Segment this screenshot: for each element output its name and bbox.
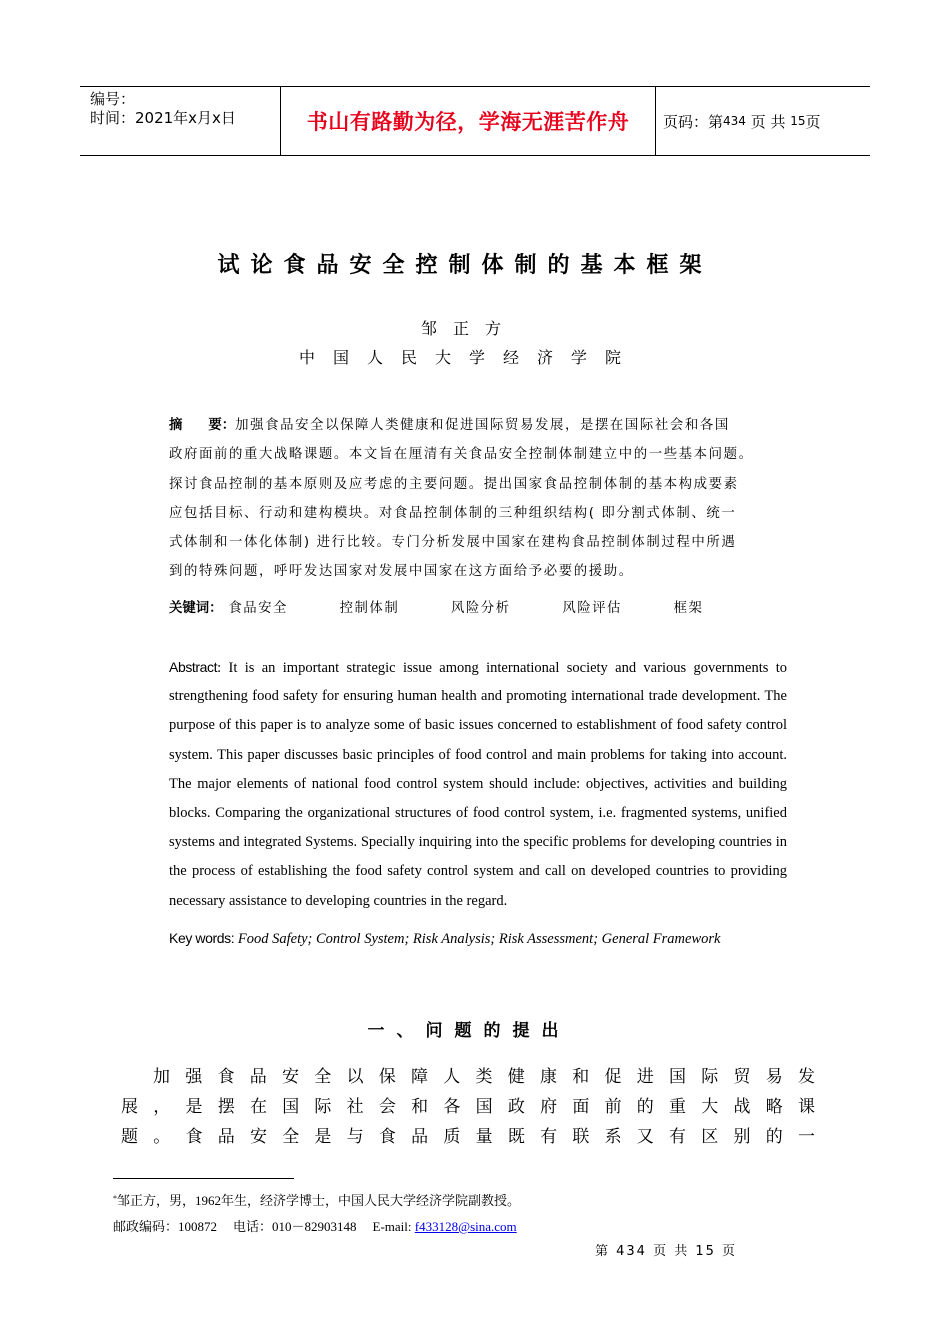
footnote	[113, 1186, 520, 1240]
abstract-en-line: system. This paper discusses basic principles of food control and main problems for taking into account.	[169, 746, 787, 763]
keyword-item: 风险分析	[450, 601, 511, 616]
keywords-en	[169, 930, 720, 948]
postcode: 邮政编码：100872	[113, 1219, 218, 1234]
abstract-cn-line: 应包括目标、行动和建构模块。对食品控制体制的三种组织结构( 即分割式体制、统一	[169, 505, 737, 521]
body-line: 加强食品安全以保障人类健康和促进国际贸易发	[153, 1067, 815, 1087]
footnote-line: *邹正方，男，1962年生，经济学博士，中国人民大学经济学院副教授。	[113, 1193, 521, 1208]
body-line: 题。食品安全是与食品质量既有联系又有区别的一	[121, 1127, 815, 1147]
footnote-divider	[113, 1178, 294, 1179]
abstract-cn-line: 式体制和一体化体制) 进行比较。专门分析发展中国家在建构食品控制体制过程中所遇	[169, 535, 737, 551]
header-info-cell	[80, 87, 280, 155]
abstract-cn-line: 政府面前的重大战略课题。本文旨在厘清有关食品安全控制体制建立中的一些基本问题。	[169, 447, 754, 463]
keyword-item: 食品安全	[228, 601, 288, 616]
header-table	[80, 86, 870, 156]
email-label: E-mail:	[372, 1219, 415, 1234]
keyword-item: 控制体制	[339, 601, 400, 616]
keyword-item: 风险评估	[562, 601, 622, 616]
footnote-contact	[113, 1214, 520, 1240]
number-label: 编号：	[90, 90, 136, 108]
abstract-cn-line: 探讨食品控制的基本原则及应考虑的主要问题。提出国家食品控制体制的基本构成要素	[169, 476, 739, 492]
abstract-en-line: the process of establishing the food safety control system and call on developed countries to providing	[169, 863, 787, 880]
abstract-cn-label: 摘 要：	[169, 418, 236, 433]
abstract-en-line: The major elements of national food control system should include: objectives, activities and building	[169, 775, 787, 792]
abstract-en-line: purpose of this paper is to analyze some of basic issues concerned to establishment of food safety control	[169, 717, 787, 734]
page-number: 434	[723, 114, 746, 128]
page-prefix: 页码：第	[663, 112, 724, 131]
page-total: 15	[790, 114, 806, 128]
page-mid: 页 共	[750, 112, 786, 131]
abstract-cn-line: 摘 要：加强食品安全以保障人类健康和促进国际贸易发展，是摆在国际社会和各国	[169, 418, 730, 433]
keywords-cn	[169, 597, 749, 616]
author-name: 邹正方	[420, 319, 517, 338]
keywords-cn-label: 关键词：	[169, 601, 223, 616]
abstract-cn	[169, 411, 794, 587]
abstract-en-line: Abstract: It is an important strategic issue among international society and various governments to	[169, 659, 787, 676]
header-page-cell	[655, 87, 870, 155]
abstract-en-line: systems and integrated Systems. Specially inquiring into the specific problems for developing countries in	[169, 834, 787, 851]
page-footer: 第 434 页 共 15 页	[595, 1244, 738, 1259]
page-suffix: 页	[805, 112, 821, 131]
paper-title: 试论食品安全控制体制的基本框架	[217, 252, 713, 278]
abstract-en-label: Abstract	[169, 659, 218, 675]
phone: 电话：010－82903148	[233, 1219, 357, 1234]
time-label: 时间：2021年x月x日	[90, 109, 236, 127]
keywords-en-label: Key words:	[169, 930, 235, 946]
keywords-en-value: Food Safety; Control System; Risk Analysis; Risk Assessment; General Framework	[234, 931, 721, 947]
section-body	[121, 1062, 815, 1152]
abstract-en-line: blocks. Comparing the organizational structures of food control system, i.e. fragmented systems, unified	[169, 804, 787, 821]
motto-text: 书山有路勤为径，学海无涯苦作舟	[306, 110, 630, 134]
abstract-en	[169, 653, 787, 916]
abstract-en-line: strengthening food safety for ensuring human health and promoting international trade development. The	[169, 688, 787, 705]
email-link[interactable]: f433128@sina.com	[414, 1219, 517, 1234]
section-heading: 一、问题的提出	[367, 1021, 571, 1041]
abstract-cn-line: 到的特殊问题，呼吁发达国家对发展中国家在这方面给予必要的援助。	[169, 564, 634, 580]
header-motto-cell	[280, 87, 656, 155]
keyword-item: 框架	[673, 601, 704, 616]
footnote-mark: *	[113, 1194, 117, 1203]
body-line: 展，是摆在国际社会和各国政府面前的重大战略课	[121, 1097, 815, 1117]
abstract-en-line: necessary assistance to developing countries in the regard.	[169, 892, 508, 909]
institution-name: 中国人民大学经济学院	[298, 348, 639, 367]
